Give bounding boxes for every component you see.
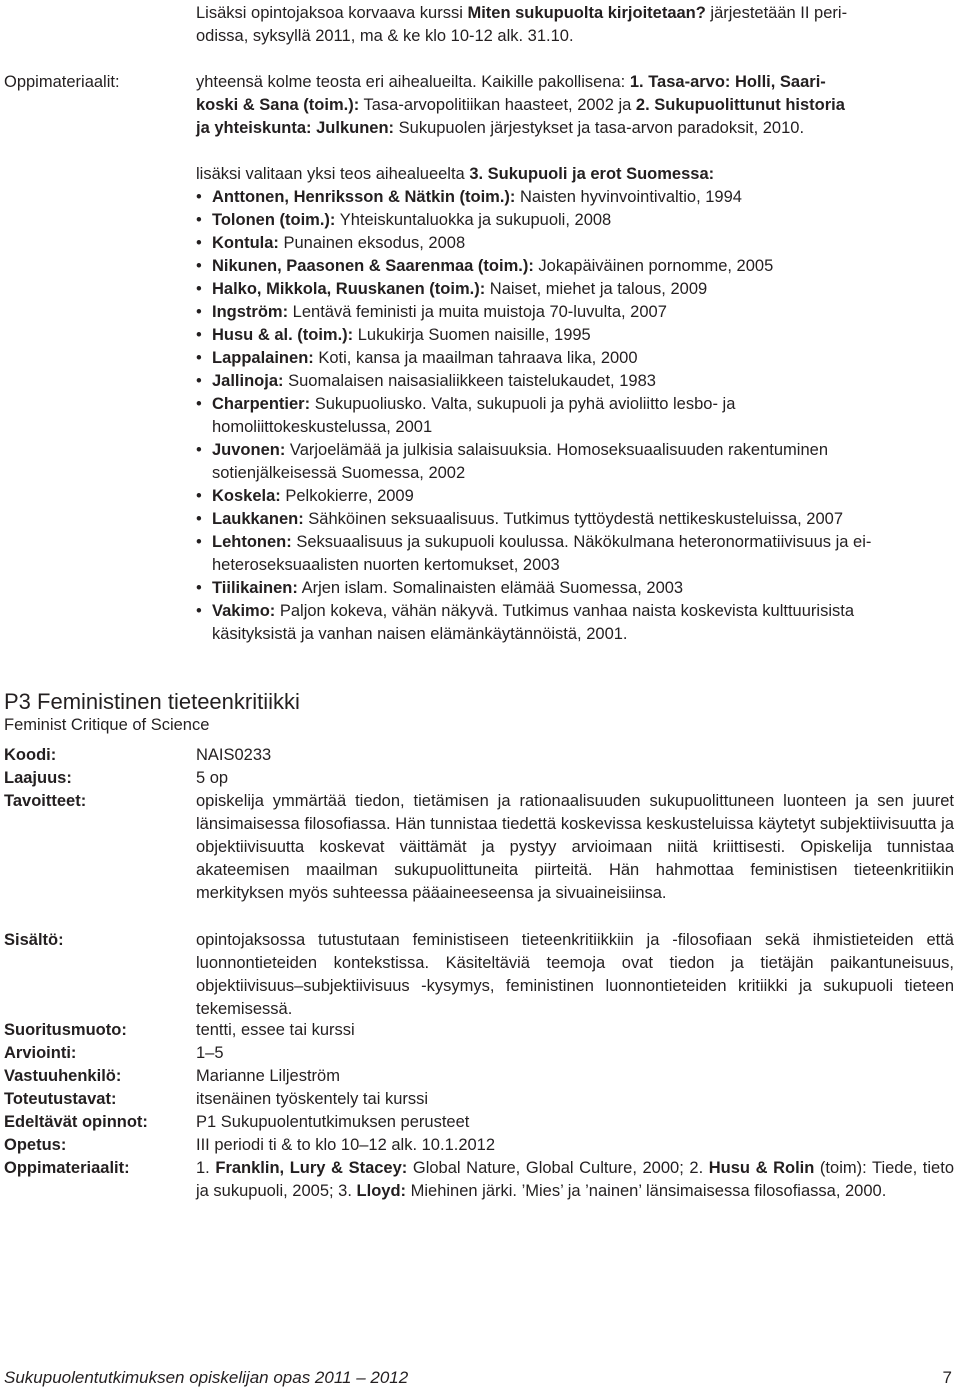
list-item: • Ingström: Lentävä feministi ja muita muistoja 70-luvulta, 2007 — [196, 301, 876, 324]
list-item: • Koskela: Pelkokierre, 2009 — [196, 485, 876, 508]
opetus-label: Opetus: — [4, 1136, 67, 1154]
materials-text: yhteensä kolme teosta eri aihealueilta. Kaikille pakollisena: 1. Tasa-arvo: Holli, Saari- koski & Sana (toim.): Tasa-arvopolitiikan haasteet, 2002 ja 2. Sukupuolittunut historia ja yhteiskunta: Julkunen: Sukupuolen järjestykset ja tasa-arvon paradoksit, 2010. — [196, 73, 845, 137]
list-item: • Jallinoja: Suomalaisen naisasialiikkeen taistelukaudet, 1983 — [196, 370, 876, 393]
intro-line-2: odissa, syksyllä 2011, ma & ke klo 10-12 alk. 31.10. — [196, 27, 574, 45]
list-item: • Charpentier: Sukupuoliusko. Valta, sukupuoli ja pyhä avioliitto lesbo- ja homoliittokeskustelussa, 2001 — [196, 393, 876, 439]
list-item: • Kontula: Punainen eksodus, 2008 — [196, 232, 876, 255]
arviointi-label: Arviointi: — [4, 1044, 77, 1062]
list-item: • Husu & al. (toim.): Lukukirja Suomen naisille, 1995 — [196, 324, 876, 347]
suoritusmuoto-value: tentti, essee tai kurssi — [196, 1021, 355, 1039]
list-item: • Lappalainen: Koti, kansa ja maailman tahraava lika, 2000 — [196, 347, 876, 370]
vastuuhenkilo-label: Vastuuhenkilö: — [4, 1067, 122, 1085]
suoritusmuoto-label: Suoritusmuoto: — [4, 1021, 127, 1039]
koodi-label: Koodi: — [4, 746, 57, 764]
area3-intro: lisäksi valitaan yksi teos aihealueelta 3. Sukupuoli ja erot Suomessa: — [196, 165, 715, 183]
koodi-value: NAIS0233 — [196, 746, 272, 764]
list-item: • Lehtonen: Seksuaalisuus ja sukupuoli koulussa. Näkökulmana heteronormatiivisuus ja ei-heteroseksuaalisten nuorten kertomukset, 2003 — [196, 531, 876, 577]
edeltavat-label: Edeltävät opinnot: — [4, 1113, 148, 1131]
materiaalit-value: 1. Franklin, Lury & Stacey: Global Nature, Global Culture, 2000; 2. Husu & Rolin (toim): Tiede, tieto ja sukupuoli, 2005; 3. Lloyd: Miehinen järki. ’Mies’ ja ’nainen’ länsimaisessa filosofiassa, 2000. — [196, 1159, 954, 1200]
list-item: • Nikunen, Paasonen & Saarenmaa (toim.): Jokapäiväinen pornomme, 2005 — [196, 255, 876, 278]
vastuuhenkilo-value: Marianne Liljeström — [196, 1067, 340, 1085]
list-item: • Vakimo: Paljon kokeva, vähän näkyvä. Tutkimus vanhaa naista koskevista kulttuurisista käsityksistä ja vanhan naisen elämänkäytännöistä, 2001. — [196, 600, 876, 646]
intro-line-1: Lisäksi opintojaksoa korvaava kurssi Miten sukupuolta kirjoitetaan? järjestetään II peri- — [196, 4, 848, 22]
toteutustavat-label: Toteutustavat: — [4, 1090, 117, 1108]
toteutustavat-value: itsenäinen työskentely tai kurssi — [196, 1090, 429, 1108]
intro-paragraph — [196, 2, 952, 48]
page-number: 7 — [942, 1368, 952, 1387]
course-subtitle: Feminist Critique of Science — [4, 716, 210, 734]
opetus-value: III periodi ti & to klo 10–12 alk. 10.1.2012 — [196, 1136, 496, 1154]
course-name-bold: Miten sukupuolta kirjoitetaan? — [467, 4, 706, 22]
materiaalit-label: Oppimateriaalit: — [4, 1159, 130, 1177]
laajuus-label: Laajuus: — [4, 769, 72, 787]
list-item: • Tiilikainen: Arjen islam. Somalinaisten elämää Suomessa, 2003 — [196, 577, 876, 600]
tavoitteet-value: opiskelija ymmärtää tiedon, tietämisen ja rationaalisuuden sukupuolittuneen luonteen ja sen juuret länsimaisessa filosofiassa. Hän tunnistaa tiedettä koskevissa keskusteluissa käytetyt subjektiivisuutta ja objektiivisuutta koskevat väittämät ja pystyy arvioimaan niitä kriittisesti. Opiskelija tunnistaa akateemisen maailman sukupuolittuneita piirteitä. Hän hahmottaa feministisen tieteenkritiikin merkityksen myös suhteessa pääaineeseensa ja sivuaineisiinsa. — [196, 792, 954, 902]
sisalto-value: opintojaksossa tutustutaan feministiseen tieteenkritiikkiin ja -filosofiaan sekä ihmistieteiden että luonnontieteiden kontekstissa. Käsiteltäviä teemoja ovat tiedon ja tietäjän paikantuneisuus, objektiivisuus–subjektiivisuus -kysymys, feministinen luonnontieteiden kritiikki ja sukupuoli tieteen tekemisessä. — [196, 931, 954, 1018]
list-item: • Juvonen: Varjoelämää ja julkisia salaisuuksia. Homoseksuaalisuuden rakentuminen sotienjälkeisessä Suomessa, 2002 — [196, 439, 876, 485]
tavoitteet-label: Tavoitteet: — [4, 792, 87, 810]
arviointi-value: 1–5 — [196, 1044, 224, 1062]
book-list — [196, 186, 876, 646]
edeltavat-value: P1 Sukupuolentutkimuksen perusteet — [196, 1113, 470, 1131]
sisalto-label: Sisältö: — [4, 931, 64, 949]
course-title: P3 Feministinen tieteenkritiikki — [4, 689, 300, 714]
list-item: • Laukkanen: Sähköinen seksuaalisuus. Tutkimus tyttöydestä nettikeskusteluissa, 2007 — [196, 508, 876, 531]
list-item: • Halko, Mikkola, Ruuskanen (toim.): Naiset, miehet ja talous, 2009 — [196, 278, 876, 301]
list-item: • Tolonen (toim.): Yhteiskuntaluokka ja sukupuoli, 2008 — [196, 209, 876, 232]
footer-title: Sukupuolentutkimuksen opiskelijan opas 2011 – 2012 — [4, 1368, 409, 1387]
materials-label: Oppimateriaalit: — [4, 73, 120, 91]
list-item: • Anttonen, Henriksson & Nätkin (toim.): Naisten hyvinvointivaltio, 1994 — [196, 186, 876, 209]
laajuus-value: 5 op — [196, 769, 229, 787]
